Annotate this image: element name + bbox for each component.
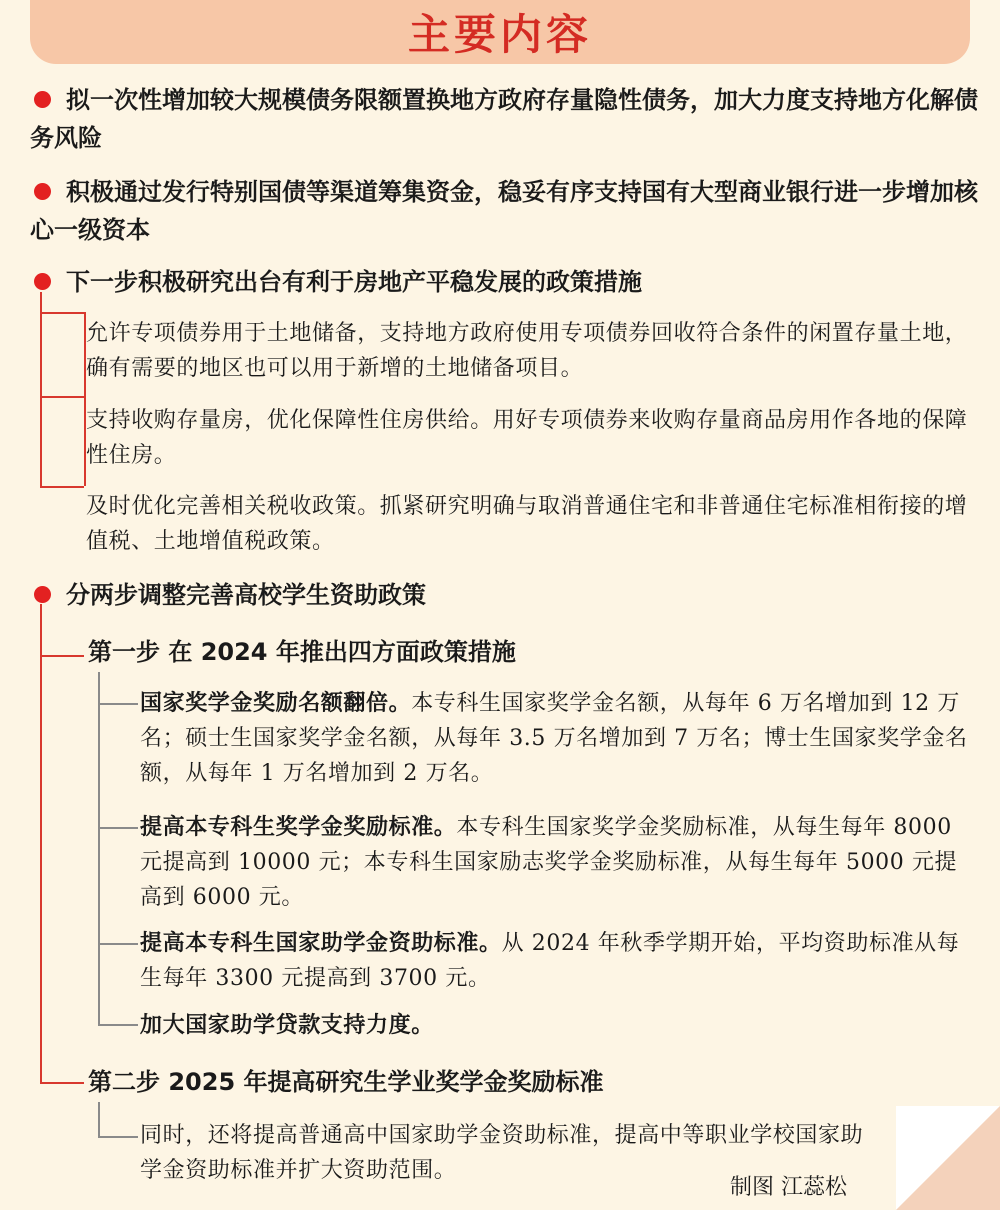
tree-branch bbox=[98, 1136, 138, 1138]
tree-branch bbox=[40, 396, 84, 398]
bullet-icon bbox=[34, 273, 51, 290]
housing-item-1: 允许专项债券用于土地储备，支持地方政府使用专项债券回收符合条件的闲置存量土地，确有需要的地区也可以用于新增的土地储备项目。 bbox=[86, 321, 968, 381]
page-title: 主要内容 bbox=[407, 10, 592, 59]
housing-item-2: 支持收购存量房，优化保障性住房供给。用好专项债券来收购存量商品房用作各地的保障性住房。 bbox=[86, 408, 968, 468]
aid-item-detail: 本专科生国家奖学金奖励标准，从每生每年 8000 元提高到 10000 元；本专科生国家励志奖学金奖励标准，从每生每年 5000 元提高到 6000 元。 bbox=[140, 815, 958, 910]
credit-text: 制图 江蕊松 bbox=[730, 1175, 847, 1200]
aid-item-4 bbox=[140, 1008, 972, 1043]
tree-branch bbox=[98, 1024, 138, 1026]
tree-branch bbox=[40, 486, 84, 488]
title-banner bbox=[30, 0, 970, 64]
point-1: 拟一次性增加较大规模债务限额置换地方政府存量隐性债务，加大力度支持地方化解债务风险 bbox=[30, 86, 978, 152]
tree-line bbox=[98, 672, 100, 1026]
housing-item-3: 及时优化完善相关税收政策。抓紧研究明确与取消普通住宅和非普通住宅标准相衔接的增值税、土地增值税政策。 bbox=[86, 494, 968, 554]
aid-item-lead: 提高本专科生奖学金奖励标准。 bbox=[140, 815, 457, 840]
point-2: 积极通过发行特别国债等渠道筹集资金，稳妥有序支持国有大型商业银行进一步增加核心一级资本 bbox=[30, 178, 978, 244]
aid-item-lead: 国家奖学金奖励名额翻倍。 bbox=[140, 691, 412, 716]
tree-branch bbox=[98, 943, 138, 945]
tree-branch bbox=[98, 827, 138, 829]
tree-branch bbox=[40, 655, 84, 657]
aid-item-2 bbox=[140, 810, 972, 915]
aid-item-detail: 本专科生国家奖学金名额，从每年 6 万名增加到 12 万名；硕士生国家奖学金名额，从每年 3.5 万名增加到 7 万名；博士生国家奖学金名额，从每年 1 万名增加到 2 万名。 bbox=[140, 691, 968, 786]
aid-item-lead: 加大国家助学贷款支持力度。 bbox=[140, 1013, 434, 1038]
aid-step2-item: 同时，还将提高普通高中国家助学金资助标准，提高中等职业学校国家助学金资助标准并扩大资助范围。 bbox=[140, 1123, 864, 1183]
point-4: 分两步调整完善高校学生资助政策 bbox=[66, 581, 426, 609]
step-2-title: 第二步 2025 年提高研究生学业奖学金奖励标准 bbox=[88, 1068, 604, 1096]
tree-branch bbox=[40, 312, 84, 314]
aid-item-3 bbox=[140, 926, 972, 996]
tree-branch bbox=[40, 1082, 84, 1084]
aid-item-1 bbox=[140, 686, 972, 791]
tree-line bbox=[40, 292, 42, 488]
tree-line bbox=[40, 604, 42, 1082]
page-fold-shadow bbox=[896, 1106, 1000, 1210]
tree-line bbox=[98, 1102, 100, 1136]
step-1-title: 第一步 在 2024 年推出四方面政策措施 bbox=[88, 638, 516, 666]
aid-item-detail: 从 2024 年秋季学期开始，平均资助标准从每生每年 3300 元提高到 3700 元。 bbox=[140, 931, 960, 991]
aid-item-lead: 提高本专科生国家助学金资助标准。 bbox=[140, 931, 502, 956]
tree-branch bbox=[98, 703, 138, 705]
point-3: 下一步积极研究出台有利于房地产平稳发展的政策措施 bbox=[66, 268, 642, 296]
bullet-icon bbox=[34, 586, 51, 603]
